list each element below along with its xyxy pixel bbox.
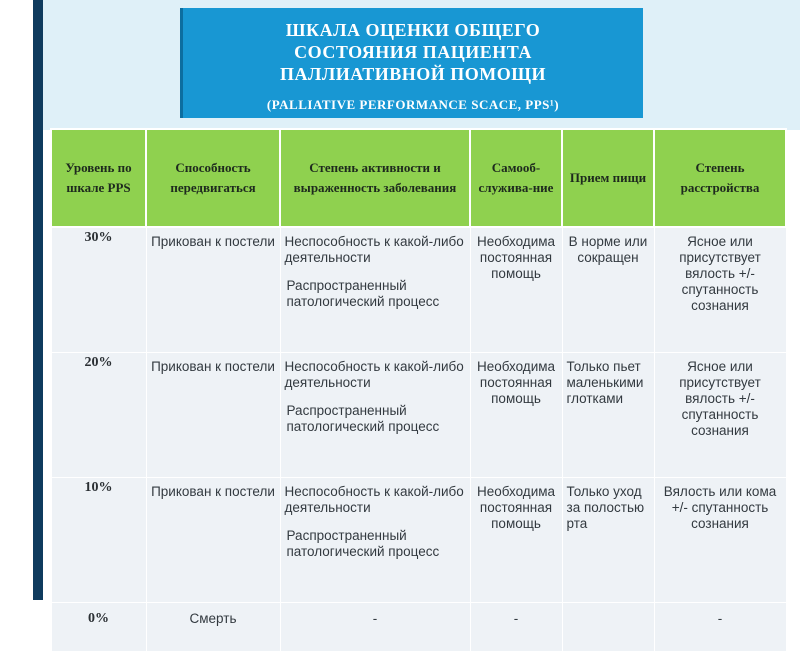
cell-intake: В норме или сокращен	[562, 227, 654, 353]
cell-selfcare: -	[470, 603, 562, 652]
cell-mobility: Смерть	[146, 603, 280, 652]
cell-selfcare: Необходима постоянная помощь	[470, 478, 562, 603]
cell-level: 10%	[51, 478, 146, 603]
table-row	[51, 478, 786, 603]
disease-text: Распространенный патологический процесс	[286, 278, 440, 309]
header-level: Уровень по шкале PPS	[51, 129, 146, 227]
table-row	[51, 227, 786, 353]
header-intake: Прием пищи	[562, 129, 654, 227]
cell-activity	[280, 603, 470, 652]
pps-table-container	[50, 128, 785, 652]
activity-text: Неспособность к какой-либо деятельности	[284, 234, 464, 265]
cell-level: 0%	[51, 603, 146, 652]
header-activity: Степень активности и выраженность заболевания	[280, 129, 470, 227]
title-line-2: СОСТОЯНИЯ ПАЦИЕНТА	[294, 42, 532, 62]
disease-text: Распространенный патологический процесс	[286, 403, 440, 434]
cell-consciousness: -	[654, 603, 786, 652]
cell-activity	[280, 227, 470, 353]
activity-text: Неспособность к какой-либо деятельности	[284, 484, 464, 515]
cell-mobility: Прикован к постели	[146, 353, 280, 478]
cell-level: 30%	[51, 227, 146, 353]
disease-text: Распространенный патологический процесс	[286, 528, 440, 559]
title-banner	[180, 8, 643, 118]
header-mobility: Способность передвигаться	[146, 129, 280, 227]
table-row	[51, 603, 786, 652]
cell-intake	[562, 603, 654, 652]
cell-intake: Только уход за полостью рта	[562, 478, 654, 603]
activity-text: Неспособность к какой-либо деятельности	[284, 359, 464, 390]
cell-consciousness: Ясное или присутствует вялость +/- спутанность сознания	[654, 353, 786, 478]
activity-text: -	[372, 611, 378, 626]
title-line-3: ПАЛЛИАТИВНОЙ ПОМОЩИ	[279, 64, 547, 84]
cell-consciousness: Ясное или присутствует вялость +/- спутанность сознания	[654, 227, 786, 353]
cell-level: 20%	[51, 353, 146, 478]
title-line-1: ШКАЛА ОЦЕНКИ ОБЩЕГО	[285, 20, 541, 40]
cell-consciousness: Вялость или кома +/- спутанность сознания	[654, 478, 786, 603]
title-subtitle: (PALLIATIVE PERFORMANCE SCACE, PPS¹)	[266, 97, 560, 112]
slide-left-bar	[33, 0, 43, 600]
header-selfcare: Самооб-служива-ние	[470, 129, 562, 227]
cell-activity	[280, 478, 470, 603]
cell-activity	[280, 353, 470, 478]
table-header-row	[51, 129, 786, 227]
cell-intake: Только пьет маленькими глотками	[562, 353, 654, 478]
cell-selfcare: Необходима постоянная помощь	[470, 227, 562, 353]
header-consciousness: Степень расстройства	[654, 129, 786, 227]
cell-mobility: Прикован к постели	[146, 478, 280, 603]
cell-selfcare: Необходима постоянная помощь	[470, 353, 562, 478]
cell-mobility: Прикован к постели	[146, 227, 280, 353]
pps-table	[50, 128, 787, 652]
table-row	[51, 353, 786, 478]
